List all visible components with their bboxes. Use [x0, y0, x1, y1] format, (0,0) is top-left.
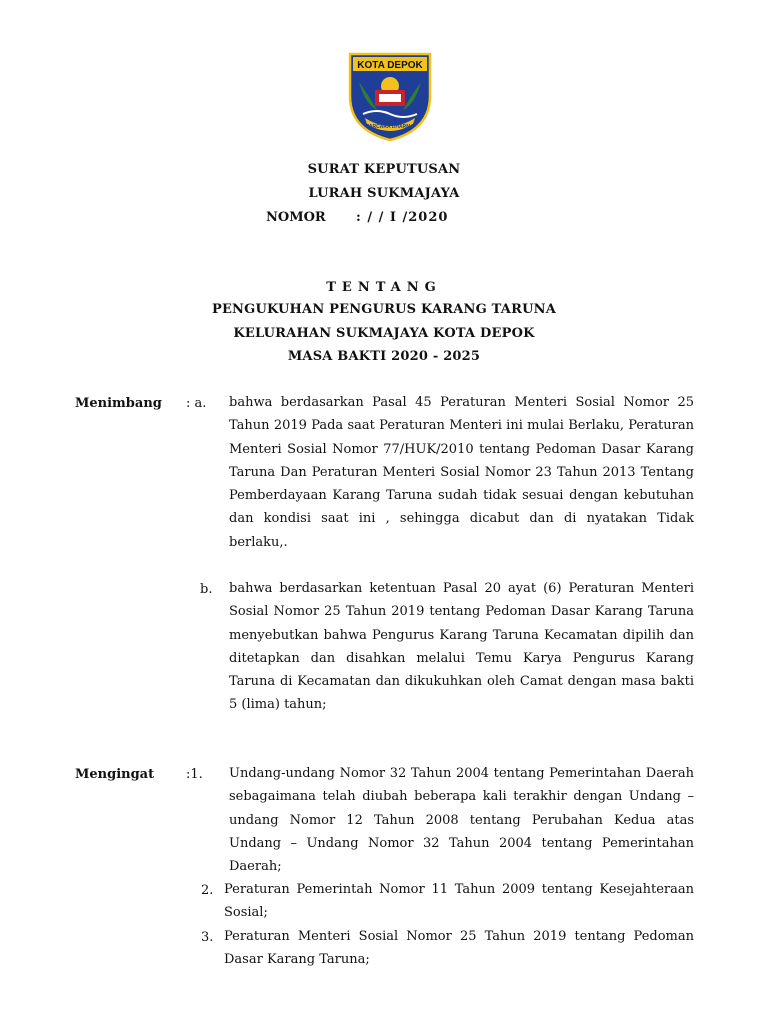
decree-number	[266, 210, 448, 225]
emblem-banner-text: KOTA DEPOK	[357, 60, 423, 71]
menimbang-label: Menimbang	[75, 396, 162, 411]
menimbang-marker-b: b.	[200, 582, 213, 597]
menimbang-item-a: bahwa berdasarkan Pasal 45 Peraturan Menteri Sosial Nomor 25 Tahun 2019 Pada saat Peraturan Menteri ini mulai Berlaku, Peraturan Menteri Sosial Nomor 77/HUK/2010 tentang Pedoman Dasar Karang Taruna Dan Peraturan Menteri Sosial Nomor 23 Tahun 2013 Tentang Pemberdayaan Karang Taruna sudah tidak sesuai dengan kebutuhan dan kondisi saat ini , sehingga dicabut dan di nyatakan Tidak berlaku,.	[229, 395, 694, 550]
mengingat-marker-2: 2.	[201, 883, 214, 898]
decree-title: SURAT KEPUTUSAN	[307, 162, 461, 177]
emblem-motto-text: PARCARA DHARMA	[365, 124, 415, 130]
menimbang-item-b: bahwa berdasarkan ketentuan Pasal 20 ayat (6) Peraturan Menteri Sosial Nomor 25 Tahun 2019 tentang Pedoman Dasar Karang Taruna menyebutkan bahwa Pengurus Karang Taruna Kecamatan dipilih dan ditetapkan dan disahkan melalui Temu Karya Pengurus Karang Taruna di Kecamatan dan dikukuhkan oleh Camat dengan masa bakti 5 (lima) tahun;	[229, 581, 694, 713]
tentang-heading: TENTANG	[326, 280, 442, 295]
menimbang-marker-a: : a.	[186, 396, 207, 411]
kota-depok-emblem	[347, 52, 433, 142]
tentang-line-2: KELURAHAN SUKMAJAYA KOTA DEPOK	[233, 326, 535, 341]
emblem-center-white	[379, 94, 401, 102]
mengingat-label: Mengingat	[75, 767, 155, 782]
decree-number-label: NOMOR	[266, 210, 326, 225]
decree-number-value: : / / I /2020	[356, 210, 449, 225]
mengingat-marker-3: 3.	[201, 930, 214, 945]
mengingat-marker-1: :1.	[186, 767, 203, 782]
tentang-line-1: PENGUKUHAN PENGURUS KARANG TARUNA	[211, 302, 557, 317]
tentang-line-3: MASA BAKTI 2020 - 2025	[287, 349, 481, 364]
mengingat-item-2: Peraturan Pemerintah Nomor 11 Tahun 2009 tentang Kesejahteraan Sosial;	[224, 882, 694, 921]
mengingat-item-3: Peraturan Menteri Sosial Nomor 25 Tahun 2019 tentang Pedoman Dasar Karang Taruna;	[224, 929, 694, 968]
decree-issuer: LURAH SUKMAJAYA	[308, 186, 460, 201]
mengingat-item-1: Undang-undang Nomor 32 Tahun 2004 tentang Pemerintahan Daerah sebagaimana telah diubah beberapa kali terakhir dengan Undang – undang Nomor 12 Tahun 2008 tentang Perubahan Kedua atas Undang – Undang Nomor 32 Tahun 2004 tentang Pemerintahan Daerah;	[229, 766, 694, 875]
